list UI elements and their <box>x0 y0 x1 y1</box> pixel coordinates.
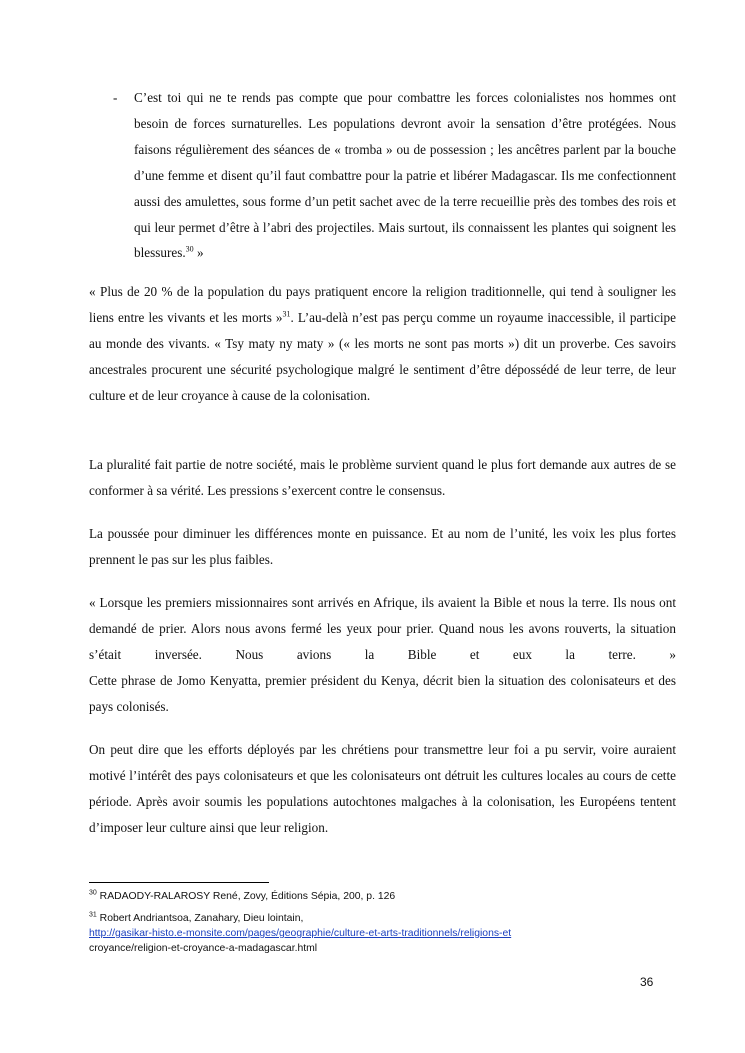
footnote-31-link-cont: croyance/religion-et-croyance-a-madagascar.html <box>89 943 318 954</box>
page-number: 36 <box>640 975 654 989</box>
footnote-30 <box>89 889 689 904</box>
footnote-31-link[interactable]: http://gasikar-histo.e-monsite.com/pages/geographie/culture-et-arts-traditionnels/religions-et <box>89 928 512 939</box>
paragraph-1 <box>89 279 676 409</box>
paragraph-5-text: On peut dire que les efforts déployés par les chrétiens pour transmettre leur foi a pu servir, voire auraient motivé l’intérêt des pays colonisateurs et que les colonisateurs ont détruit les cultures locales au cours de cette période. Après avoir soumis les populations autochtones malgaches à la colonisation, les Européens tentent d’imposer leur culture ainsi que leur religion. <box>89 742 676 835</box>
paragraph-2 <box>89 452 676 504</box>
paragraph-3 <box>89 521 676 573</box>
paragraph-2-text: La pluralité fait partie de notre société, mais le problème survient quand le plus fort demande aux autres de se conformer à sa vérité. Les pressions s’exercent contre le consensus. <box>89 457 676 498</box>
quote-bullet <box>89 85 676 266</box>
footnote-30-text: RADAODY-RALAROSY René, Zovy, Éditions Sépia, 200, p. 126 <box>96 891 396 902</box>
bullet-closing-quote: » <box>193 245 204 261</box>
footnote-ref-30[interactable]: 30 <box>185 245 194 255</box>
footnotes <box>89 889 689 956</box>
paragraph-1-part1: « Plus de 20 % de la population du pays pratiquent encore la religion traditionnelle, qui tend à souligner les liens entre les vivants et les morts » <box>89 284 676 325</box>
footnote-separator <box>89 882 269 883</box>
footnote-31-text: Robert Andriantsoa, Zanahary, Dieu lointain, <box>96 913 304 924</box>
bullet-dash: - <box>113 90 118 105</box>
bullet-text <box>134 85 676 266</box>
footnote-31 <box>89 911 689 956</box>
footnote-30-number: 30 <box>89 889 97 897</box>
paragraph-4 <box>89 590 676 720</box>
paragraph-1-part2: . L’au-delà n’est pas perçu comme un royaume inaccessible, il participe au monde des vivants. « Tsy maty ny maty » (« les morts ne sont pas morts ») dit un proverbe. Ces savoirs ancestrales procurent une sécurité psychologique malgré le sentiment d’être dépossédé de leur terre, de leur culture et de leur croyance à cause de la colonisation. <box>89 309 676 403</box>
bullet-body: C’est toi qui ne te rends pas compte que pour combattre les forces colonialistes nos hommes ont besoin de forces surnaturelles. Les populations devront avoir la sensation d’être protégées. Nous faisons régulièrement des séances de « tromba » ou de possession ; les ancêtres parlent par la bouche d’une femme et disent qu’il faut combattre pour la patrie et libérer Madagascar. Ils me confectionnent aussi des amulettes, sous forme d’un petit sachet avec de la terre recueillie près des tombes des rois et qui leur permet d’être à l’abri des projectiles. Mais surtout, ils connaissent les plantes qui soignent les blessures. <box>134 90 676 261</box>
paragraph-3-text: La poussée pour diminuer les différences monte en puissance. Et au nom de l’unité, les voix les plus fortes prennent le pas sur les plus faibles. <box>89 526 676 567</box>
footnote-31-number: 31 <box>89 911 97 919</box>
footnote-ref-31[interactable]: 31 <box>282 309 291 319</box>
paragraph-4-quote: « Lorsque les premiers missionnaires sont arrivés en Afrique, ils avaient la Bible et nous la terre. Ils nous ont demandé de prier. Alors nous avons fermé les yeux pour prier. Quand nous les avons rouverts, la situation s’était inversée. Nous avions la Bible et eux la terre. » <box>89 595 676 662</box>
paragraph-4-text: Cette phrase de Jomo Kenyatta, premier président du Kenya, décrit bien la situation des colonisateurs et des pays colonisés. <box>89 672 676 714</box>
paragraph-5 <box>89 737 676 841</box>
